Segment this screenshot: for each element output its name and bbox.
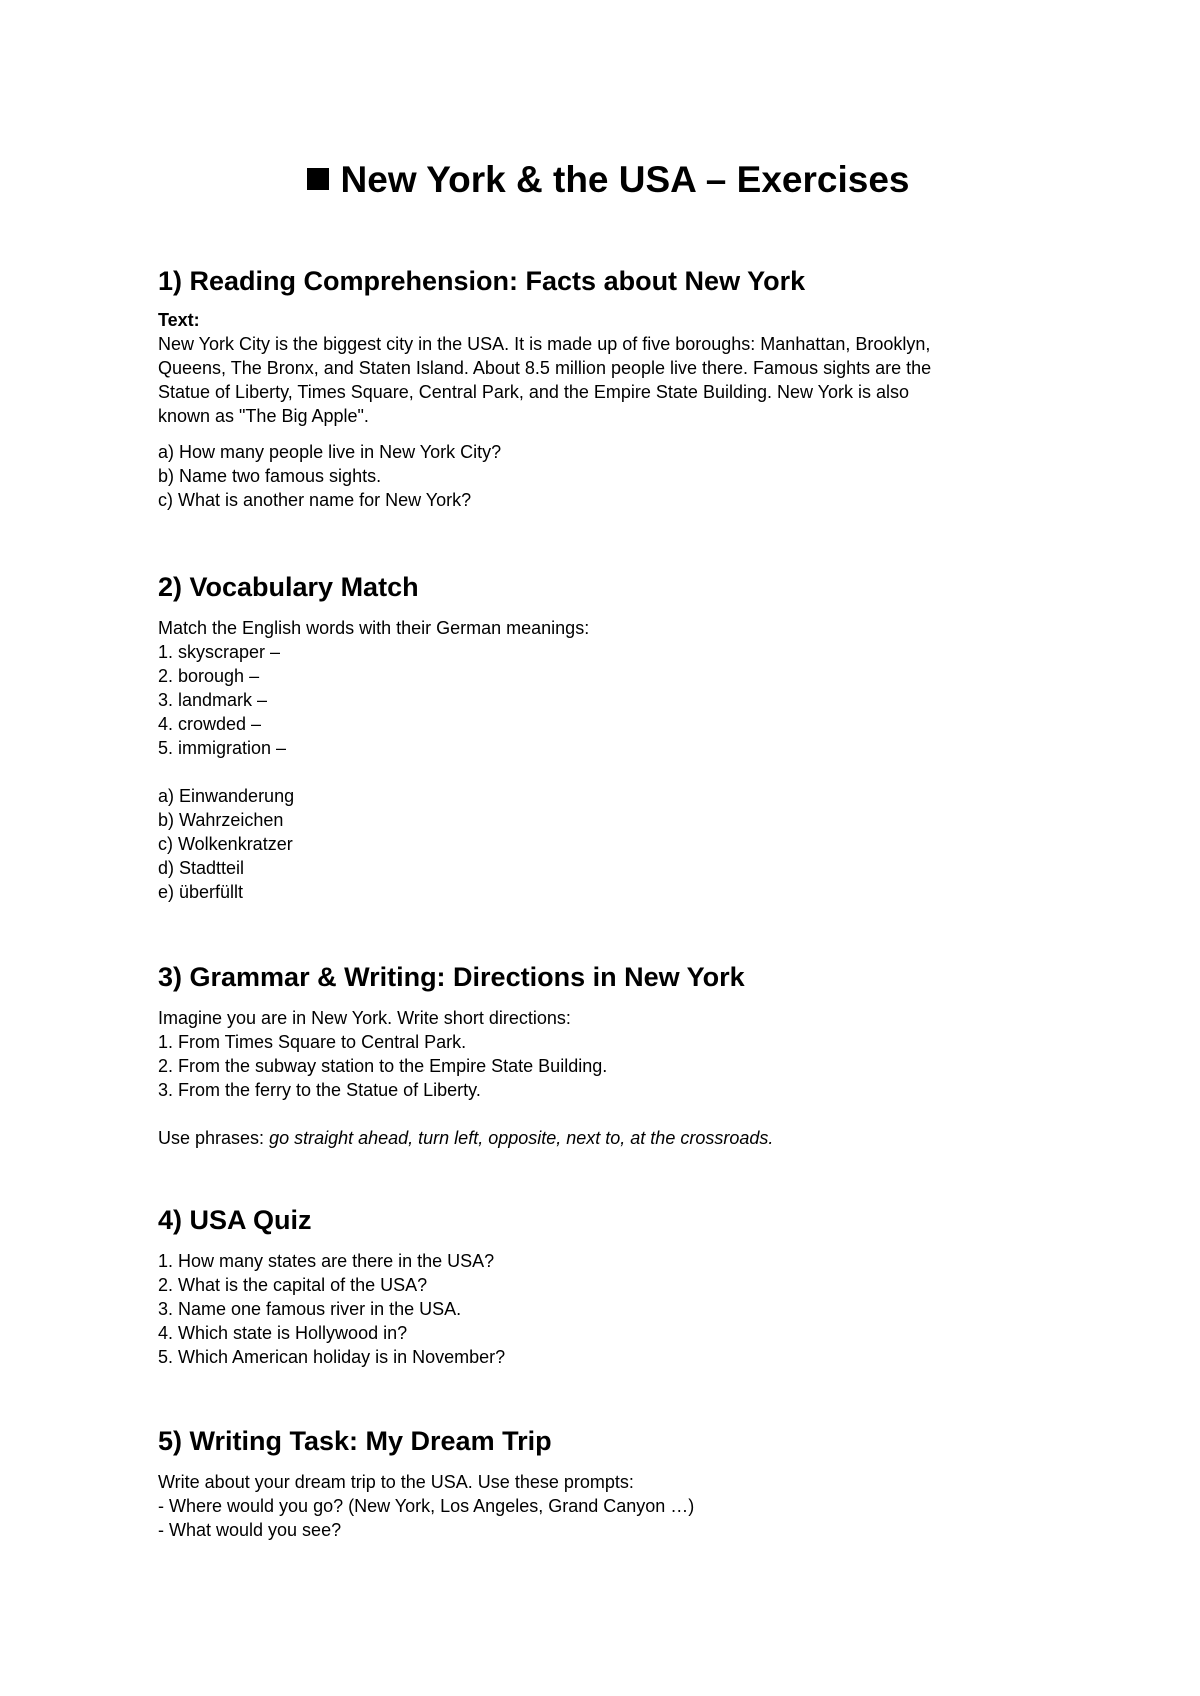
section-vocabulary-match (158, 570, 1058, 904)
vocab-meaning-item: c) Wolkenkratzer (158, 834, 293, 854)
section-usa-quiz (158, 1203, 1058, 1369)
section-heading: 2) Vocabulary Match (158, 572, 419, 602)
document-title-text: New York & the USA – Exercises (340, 159, 910, 200)
question-item: b) Name two famous sights. (158, 466, 382, 486)
prompt-item: - Where would you go? (New York, Los Angeles, Grand Canyon …) (158, 1496, 695, 1516)
phrases-text: go straight ahead, turn left, opposite, next to, at the crossroads. (269, 1128, 774, 1148)
section-heading: 3) Grammar & Writing: Directions in New York (158, 962, 745, 992)
quiz-question: 5. Which American holiday is in November? (158, 1347, 506, 1367)
question-item: c) What is another name for New York? (158, 490, 472, 510)
vocab-word-item: 4. crowded – (158, 714, 262, 734)
vocab-meaning-item: e) überfüllt (158, 882, 244, 902)
instruction-text: Write about your dream trip to the USA. Use these prompts: (158, 1472, 634, 1492)
section-writing-task (158, 1424, 1058, 1542)
section-heading: 4) USA Quiz (158, 1205, 312, 1235)
vocab-word-item: 1. skyscraper – (158, 642, 281, 662)
reading-text-line: Statue of Liberty, Times Square, Central Park, and the Empire State Building. New York is also (158, 382, 910, 402)
document-title (158, 156, 1058, 204)
reading-text-line: New York City is the biggest city in the USA. It is made up of five boroughs: Manhattan, Brooklyn, (158, 334, 931, 354)
quiz-question: 2. What is the capital of the USA? (158, 1275, 428, 1295)
quiz-question: 4. Which state is Hollywood in? (158, 1323, 408, 1343)
reading-text-line: known as "The Big Apple". (158, 406, 369, 426)
instruction-text: Imagine you are in New York. Write short directions: (158, 1008, 571, 1028)
task-item: 1. From Times Square to Central Park. (158, 1032, 467, 1052)
quiz-question: 3. Name one famous river in the USA. (158, 1299, 462, 1319)
vocab-word-item: 3. landmark – (158, 690, 268, 710)
prompt-item: - What would you see? (158, 1520, 342, 1540)
instruction-text: Match the English words with their German meanings: (158, 618, 590, 638)
vocab-meaning-item: b) Wahrzeichen (158, 810, 284, 830)
section-reading-comprehension (158, 264, 1058, 512)
quiz-question: 1. How many states are there in the USA? (158, 1251, 495, 1271)
task-item: 2. From the subway station to the Empire State Building. (158, 1056, 608, 1076)
vocab-word-item: 5. immigration – (158, 738, 287, 758)
reading-text-line: Queens, The Bronx, and Staten Island. About 8.5 million people live there. Famous sights are the (158, 358, 932, 378)
vocab-word-item: 2. borough – (158, 666, 260, 686)
text-label: Text: (158, 310, 200, 330)
black-square-icon (307, 168, 329, 190)
task-item: 3. From the ferry to the Statue of Liberty. (158, 1080, 481, 1100)
vocab-meaning-item: a) Einwanderung (158, 786, 295, 806)
section-directions (158, 960, 1058, 1150)
section-heading: 5) Writing Task: My Dream Trip (158, 1426, 552, 1456)
phrases-line (158, 1126, 1058, 1150)
section-heading: 1) Reading Comprehension: Facts about New York (158, 266, 806, 296)
vocab-meaning-item: d) Stadtteil (158, 858, 245, 878)
question-item: a) How many people live in New York City? (158, 442, 502, 462)
phrases-label: Use phrases: (158, 1128, 270, 1148)
